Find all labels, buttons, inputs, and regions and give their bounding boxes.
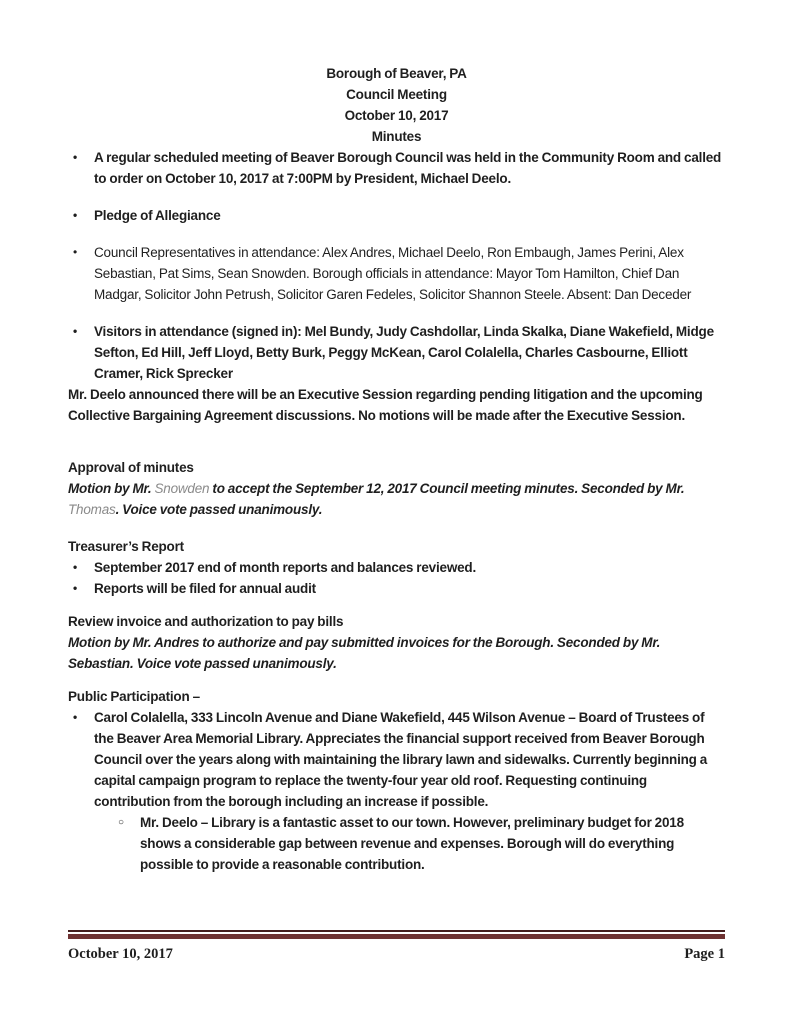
bullet-icon: • bbox=[73, 208, 78, 222]
public-participation-bullet-list bbox=[68, 707, 725, 875]
motion-text: Motion by Mr. bbox=[68, 481, 155, 496]
bullet-meeting-called-text: A regular scheduled meeting of Beaver Borough Council was held in the Community Room and called to order on October 10, 2017 at 7:00PM by President, Michael Deelo. bbox=[94, 150, 722, 186]
treasurer-bullet-list bbox=[68, 557, 725, 599]
bullet-icon: • bbox=[73, 710, 78, 724]
section-review-invoices bbox=[68, 611, 725, 674]
name-snowden: Snowden bbox=[154, 481, 210, 496]
footer-page-number: Page 1 bbox=[684, 946, 725, 962]
section-public-participation bbox=[68, 686, 725, 875]
public-participation-bullet-text: Carol Colalella, 333 Lincoln Avenue and Diane Wakefield, 445 Wilson Avenue – Board of Trustees of the Beaver Area Memorial Library. Appreciates the financial support received from Beaver Borough Council over the years along with maintaining the library lawn and sidewalks. Currently beginning a capital campaign program to replace the twenty-four year old roof. Requesting continuing contribution from the borough including an increase if possible. bbox=[94, 710, 708, 809]
title-line-org: Borough of Beaver, PA bbox=[326, 66, 467, 81]
circle-bullet-icon: ○ bbox=[118, 817, 124, 828]
document-title-block bbox=[68, 63, 725, 147]
invoices-heading: Review invoice and authorization to pay bills bbox=[68, 614, 344, 629]
treasurer-heading: Treasurer’s Report bbox=[68, 539, 184, 554]
page-footer bbox=[68, 930, 725, 965]
bullet-council-representatives bbox=[68, 242, 725, 305]
bullet-icon: • bbox=[73, 245, 78, 259]
footer-text-row bbox=[68, 944, 725, 965]
title-line-minutes: Minutes bbox=[371, 129, 422, 144]
footer-date: October 10, 2017 bbox=[68, 946, 173, 962]
sub-bullet-deelo-response-text: Mr. Deelo – Library is a fantastic asset to our town. However, preliminary budget for 2018 shows a considerable gap between revenue and expenses. Borough will do everything possible to provide a reasonable contribution. bbox=[140, 815, 684, 872]
section-treasurer-report bbox=[68, 536, 725, 599]
title-line-date: October 10, 2017 bbox=[344, 108, 449, 123]
bullet-council-representatives-text: Council Representatives in attendance: Alex Andres, Michael Deelo, Ron Embaugh, James Perini, Alex Sebastian, Pat Sims, Sean Snowden. Borough officials in attendance: Mayor Tom Hamilton, Chief Dan Madgar, Solicitor John Petrush, Solicitor Garen Fedeles, Solicitor Shannon Steele. Absent: Dan Deceder bbox=[94, 245, 692, 302]
name-thomas: Thomas bbox=[68, 502, 116, 517]
public-participation-bullet-library bbox=[68, 707, 725, 812]
approval-heading: Approval of minutes bbox=[68, 460, 194, 475]
bullet-icon: • bbox=[73, 581, 78, 595]
sub-bullet-deelo-response bbox=[118, 812, 725, 875]
title-line-meeting: Council Meeting bbox=[346, 87, 447, 102]
bullet-icon: • bbox=[73, 324, 78, 338]
footer-rule-thick-line bbox=[68, 934, 725, 939]
approval-motion bbox=[68, 478, 725, 520]
motion-text: . Voice vote passed unanimously. bbox=[115, 502, 323, 517]
treasurer-bullet-text: Reports will be filed for annual audit bbox=[94, 581, 316, 596]
bullet-visitors-text: Visitors in attendance (signed in): Mel Bundy, Judy Cashdollar, Linda Skalka, Diane Wakefield, Midge Sefton, Ed Hill, Jeff Lloyd, Betty Burk, Peggy McKean, Carol Colalella, Charles Casbourne, Elliott Cramer, Rick Sprecker bbox=[94, 324, 714, 381]
bullet-icon: • bbox=[73, 560, 78, 574]
treasurer-bullet-reports-reviewed bbox=[68, 557, 725, 578]
section-approval-of-minutes bbox=[68, 457, 725, 520]
bullet-pledge bbox=[68, 205, 725, 226]
motion-text: to accept the September 12, 2017 Council meeting minutes. Seconded by Mr. bbox=[209, 481, 685, 496]
invoices-motion: Motion by Mr. Andres to authorize and pay submitted invoices for the Borough. Seconded by Mr. Sebastian. Voice vote passed unanimously. bbox=[68, 635, 661, 671]
intro-bullet-list bbox=[68, 147, 725, 384]
bullet-meeting-called bbox=[68, 147, 725, 189]
public-participation-heading: Public Participation – bbox=[68, 689, 200, 704]
treasurer-bullet-text: September 2017 end of month reports and balances reviewed. bbox=[94, 560, 477, 575]
treasurer-bullet-annual-audit bbox=[68, 578, 725, 599]
bullet-visitors bbox=[68, 321, 725, 384]
bullet-icon: • bbox=[73, 150, 78, 164]
bullet-pledge-text: Pledge of Allegiance bbox=[94, 208, 221, 223]
executive-session-note: Mr. Deelo announced there will be an Executive Session regarding pending litigation and the upcoming Collective Bargaining Agreement discussions. No motions will be made after the Executive Session. bbox=[68, 387, 703, 423]
